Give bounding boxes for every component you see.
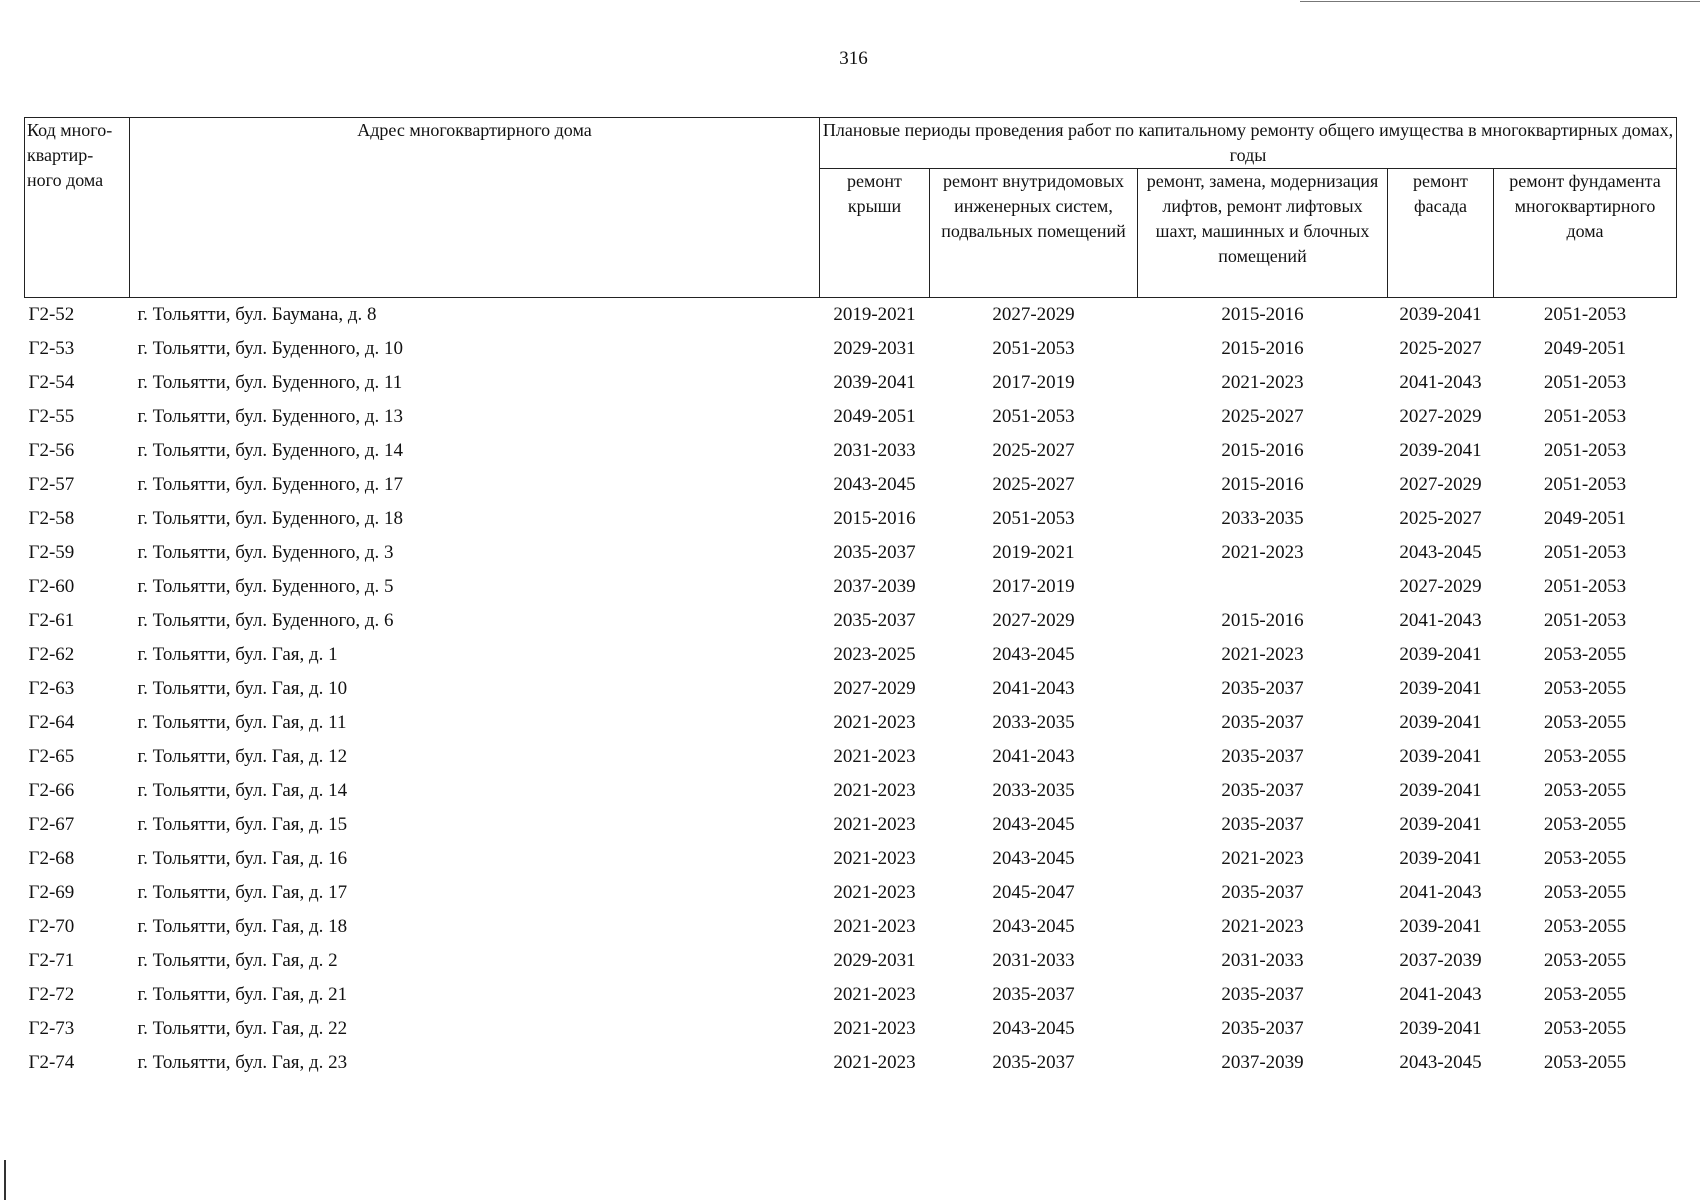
cell-facade: 2043-2045 bbox=[1399, 542, 1482, 563]
table-row bbox=[25, 842, 1677, 876]
cell-lifts: 2015-2016 bbox=[1221, 440, 1304, 461]
cell-address: г. Тольятти, бул. Буденного, д. 14 bbox=[137, 440, 403, 461]
cell-engineering: 2025-2027 bbox=[992, 440, 1075, 461]
cell-address: г. Тольятти, бул. Буденного, д. 5 bbox=[137, 576, 394, 597]
cell-lifts: 2037-2039 bbox=[1221, 1052, 1304, 1073]
cell-roof: 2049-2051 bbox=[833, 406, 916, 427]
cell-facade: 2039-2041 bbox=[1399, 678, 1482, 699]
cell-engineering: 2043-2045 bbox=[992, 916, 1075, 937]
header-roof: ремонт крыши bbox=[820, 169, 930, 298]
cell-roof: 2035-2037 bbox=[833, 610, 916, 631]
cell-foundation: 2051-2053 bbox=[1543, 542, 1627, 563]
cell-lifts: 2035-2037 bbox=[1221, 712, 1304, 733]
cell-facade: 2037-2039 bbox=[1399, 950, 1482, 971]
cell-foundation: 2051-2053 bbox=[1543, 440, 1627, 461]
cell-lifts: 2035-2037 bbox=[1221, 746, 1304, 767]
table-row bbox=[25, 434, 1677, 468]
cell-foundation: 2051-2053 bbox=[1543, 576, 1627, 597]
cell-address: г. Тольятти, бул. Гая, д. 14 bbox=[137, 780, 348, 801]
cell-roof: 2021-2023 bbox=[833, 1018, 916, 1039]
cell-address: г. Тольятти, бул. Гая, д. 16 bbox=[137, 848, 348, 869]
cell-address: г. Тольятти, бул. Буденного, д. 11 bbox=[137, 372, 403, 393]
cell-engineering: 2017-2019 bbox=[992, 372, 1075, 393]
cell-address: г. Тольятти, бул. Гая, д. 22 bbox=[137, 1018, 348, 1039]
cell-roof: 2021-2023 bbox=[833, 746, 916, 767]
cell-address: г. Тольятти, бул. Гая, д. 12 bbox=[137, 746, 348, 767]
cell-roof: 2021-2023 bbox=[833, 882, 916, 903]
cell-address: г. Тольятти, бул. Баумана, д. 8 bbox=[137, 304, 377, 325]
header-code: Код много-квартир-ного дома bbox=[25, 118, 130, 298]
cell-address: г. Тольятти, бул. Буденного, д. 13 bbox=[137, 406, 403, 427]
cell-lifts: 2035-2037 bbox=[1221, 814, 1304, 835]
cell-facade: 2043-2045 bbox=[1399, 1052, 1482, 1073]
cell-lifts: 2015-2016 bbox=[1221, 338, 1304, 359]
cell-facade: 2039-2041 bbox=[1399, 814, 1482, 835]
cell-lifts: 2015-2016 bbox=[1221, 474, 1304, 495]
cell-code: Г2-72 bbox=[28, 984, 75, 1005]
cell-code: Г2-74 bbox=[28, 1052, 75, 1073]
cell-facade: 2041-2043 bbox=[1399, 882, 1482, 903]
cell-foundation: 2053-2055 bbox=[1543, 644, 1627, 665]
cell-address: г. Тольятти, бул. Гая, д. 15 bbox=[137, 814, 348, 835]
cell-foundation: 2049-2051 bbox=[1543, 338, 1627, 359]
cell-foundation: 2053-2055 bbox=[1543, 712, 1627, 733]
header-foundation: ремонт фундамента многоквартирного дома bbox=[1494, 169, 1677, 298]
cell-address: г. Тольятти, бул. Гая, д. 1 bbox=[137, 644, 338, 665]
cell-code: Г2-52 bbox=[28, 304, 75, 325]
table-row bbox=[25, 774, 1677, 808]
cell-address: г. Тольятти, бул. Гая, д. 17 bbox=[137, 882, 348, 903]
table-row bbox=[25, 570, 1677, 604]
cell-lifts: 2021-2023 bbox=[1221, 542, 1304, 563]
cell-foundation: 2051-2053 bbox=[1543, 474, 1627, 495]
cell-code: Г2-60 bbox=[28, 576, 75, 597]
cell-engineering: 2035-2037 bbox=[992, 1052, 1075, 1073]
cell-engineering: 2041-2043 bbox=[992, 678, 1075, 699]
cell-roof: 2029-2031 bbox=[833, 338, 916, 359]
cell-address: г. Тольятти, бул. Гая, д. 23 bbox=[137, 1052, 348, 1073]
cell-foundation: 2051-2053 bbox=[1543, 610, 1627, 631]
cell-foundation: 2053-2055 bbox=[1543, 814, 1627, 835]
cell-address: г. Тольятти, бул. Буденного, д. 10 bbox=[137, 338, 403, 359]
header-lifts: ремонт, замена, модернизация лифтов, ремонт лифтовых шахт, машинных и блочных помещений bbox=[1138, 169, 1388, 298]
cell-code: Г2-54 bbox=[28, 372, 75, 393]
cell-code: Г2-65 bbox=[28, 746, 75, 767]
cell-engineering: 2051-2053 bbox=[992, 338, 1075, 359]
table-row bbox=[25, 740, 1677, 774]
cell-engineering: 2033-2035 bbox=[992, 780, 1075, 801]
table-row bbox=[25, 1012, 1677, 1046]
cell-facade: 2039-2041 bbox=[1399, 916, 1482, 937]
cell-engineering: 2035-2037 bbox=[992, 984, 1075, 1005]
table-row bbox=[25, 978, 1677, 1012]
cell-engineering: 2017-2019 bbox=[992, 576, 1075, 597]
cell-facade: 2039-2041 bbox=[1399, 746, 1482, 767]
cell-roof: 2023-2025 bbox=[833, 644, 916, 665]
cell-address: г. Тольятти, бул. Гая, д. 21 bbox=[137, 984, 348, 1005]
cell-roof: 2021-2023 bbox=[833, 814, 916, 835]
cell-foundation: 2053-2055 bbox=[1543, 848, 1627, 869]
cell-facade: 2039-2041 bbox=[1399, 1018, 1482, 1039]
table-row bbox=[25, 706, 1677, 740]
cell-foundation: 2049-2051 bbox=[1543, 508, 1627, 529]
cell-lifts: 2033-2035 bbox=[1221, 508, 1304, 529]
cell-lifts: 2021-2023 bbox=[1221, 644, 1304, 665]
table-row bbox=[25, 502, 1677, 536]
table-body bbox=[25, 298, 1677, 1081]
cell-lifts: 2015-2016 bbox=[1221, 304, 1304, 325]
cell-foundation: 2053-2055 bbox=[1543, 746, 1627, 767]
cell-facade: 2027-2029 bbox=[1399, 474, 1482, 495]
cell-code: Г2-68 bbox=[28, 848, 75, 869]
cell-lifts bbox=[1138, 570, 1388, 604]
cell-address: г. Тольятти, бул. Буденного, д. 3 bbox=[137, 542, 394, 563]
cell-code: Г2-70 bbox=[28, 916, 75, 937]
cell-facade: 2025-2027 bbox=[1399, 338, 1482, 359]
cell-roof: 2031-2033 bbox=[833, 440, 916, 461]
cell-address: г. Тольятти, бул. Буденного, д. 17 bbox=[137, 474, 403, 495]
header-address: Адрес многоквартирного дома bbox=[130, 118, 820, 298]
scan-artifact-line bbox=[1300, 1, 1700, 2]
table-row bbox=[25, 876, 1677, 910]
cell-facade: 2027-2029 bbox=[1399, 576, 1482, 597]
cell-roof: 2035-2037 bbox=[833, 542, 916, 563]
cell-code: Г2-58 bbox=[28, 508, 75, 529]
cell-engineering: 2043-2045 bbox=[992, 814, 1075, 835]
header-planned-periods: Плановые периоды проведения работ по капитальному ремонту общего имущества в многоквартирных домах, годы bbox=[820, 118, 1677, 169]
cell-facade: 2041-2043 bbox=[1399, 984, 1482, 1005]
cell-code: Г2-61 bbox=[28, 610, 75, 631]
cell-roof: 2037-2039 bbox=[833, 576, 916, 597]
cell-facade: 2039-2041 bbox=[1399, 712, 1482, 733]
cell-engineering: 2043-2045 bbox=[992, 1018, 1075, 1039]
cell-address: г. Тольятти, бул. Гая, д. 10 bbox=[137, 678, 348, 699]
cell-lifts: 2021-2023 bbox=[1221, 916, 1304, 937]
table-row bbox=[25, 604, 1677, 638]
cell-roof: 2039-2041 bbox=[833, 372, 916, 393]
cell-roof: 2027-2029 bbox=[833, 678, 916, 699]
cell-engineering: 2045-2047 bbox=[992, 882, 1075, 903]
table-row bbox=[25, 298, 1677, 333]
cell-engineering: 2027-2029 bbox=[992, 304, 1075, 325]
cell-roof: 2043-2045 bbox=[833, 474, 916, 495]
cell-roof: 2021-2023 bbox=[833, 916, 916, 937]
cell-roof: 2015-2016 bbox=[833, 508, 916, 529]
table-row bbox=[25, 332, 1677, 366]
cell-engineering: 2025-2027 bbox=[992, 474, 1075, 495]
cell-roof: 2021-2023 bbox=[833, 1052, 916, 1073]
cell-roof: 2019-2021 bbox=[833, 304, 916, 325]
cell-facade: 2041-2043 bbox=[1399, 372, 1482, 393]
table-header bbox=[25, 118, 1677, 298]
cell-engineering: 2051-2053 bbox=[992, 406, 1075, 427]
table-row bbox=[25, 536, 1677, 570]
table-row bbox=[25, 944, 1677, 978]
cell-code: Г2-73 bbox=[28, 1018, 75, 1039]
cell-code: Г2-69 bbox=[28, 882, 75, 903]
cell-foundation: 2053-2055 bbox=[1543, 916, 1627, 937]
cell-roof: 2021-2023 bbox=[833, 984, 916, 1005]
cell-address: г. Тольятти, бул. Буденного, д. 18 bbox=[137, 508, 403, 529]
scan-artifact-mark bbox=[4, 1160, 6, 1200]
table-row bbox=[25, 468, 1677, 502]
table-row bbox=[25, 672, 1677, 706]
cell-foundation: 2053-2055 bbox=[1543, 1018, 1627, 1039]
cell-engineering: 2041-2043 bbox=[992, 746, 1075, 767]
cell-foundation: 2053-2055 bbox=[1543, 1052, 1627, 1073]
cell-lifts: 2035-2037 bbox=[1221, 882, 1304, 903]
cell-code: Г2-64 bbox=[28, 712, 75, 733]
cell-roof: 2021-2023 bbox=[833, 780, 916, 801]
cell-address: г. Тольятти, бул. Гая, д. 18 bbox=[137, 916, 348, 937]
table-row bbox=[25, 910, 1677, 944]
cell-code: Г2-59 bbox=[28, 542, 75, 563]
cell-lifts: 2035-2037 bbox=[1221, 984, 1304, 1005]
cell-lifts: 2015-2016 bbox=[1221, 610, 1304, 631]
cell-code: Г2-63 bbox=[28, 678, 75, 699]
cell-foundation: 2053-2055 bbox=[1543, 678, 1627, 699]
cell-code: Г2-62 bbox=[28, 644, 75, 665]
cell-foundation: 2051-2053 bbox=[1543, 406, 1627, 427]
cell-foundation: 2053-2055 bbox=[1543, 882, 1627, 903]
cell-address: г. Тольятти, бул. Гая, д. 11 bbox=[137, 712, 347, 733]
cell-code: Г2-56 bbox=[28, 440, 75, 461]
cell-foundation: 2053-2055 bbox=[1543, 780, 1627, 801]
table-row bbox=[25, 1046, 1677, 1080]
cell-code: Г2-71 bbox=[28, 950, 75, 971]
cell-address: г. Тольятти, бул. Гая, д. 2 bbox=[137, 950, 338, 971]
cell-engineering: 2019-2021 bbox=[992, 542, 1075, 563]
cell-lifts: 2031-2033 bbox=[1221, 950, 1304, 971]
cell-code: Г2-67 bbox=[28, 814, 75, 835]
table-row bbox=[25, 400, 1677, 434]
cell-roof: 2021-2023 bbox=[833, 712, 916, 733]
table-row bbox=[25, 808, 1677, 842]
page-number: 316 bbox=[839, 48, 868, 69]
cell-facade: 2039-2041 bbox=[1399, 440, 1482, 461]
cell-address: г. Тольятти, бул. Буденного, д. 6 bbox=[137, 610, 394, 631]
cell-foundation: 2051-2053 bbox=[1543, 304, 1627, 325]
cell-code: Г2-66 bbox=[28, 780, 75, 801]
cell-roof: 2029-2031 bbox=[833, 950, 916, 971]
cell-facade: 2039-2041 bbox=[1399, 848, 1482, 869]
cell-lifts: 2025-2027 bbox=[1221, 406, 1304, 427]
table-row bbox=[25, 366, 1677, 400]
cell-engineering: 2043-2045 bbox=[992, 644, 1075, 665]
cell-roof: 2021-2023 bbox=[833, 848, 916, 869]
repair-schedule-table bbox=[24, 117, 1677, 1080]
cell-foundation: 2053-2055 bbox=[1543, 950, 1627, 971]
cell-engineering: 2031-2033 bbox=[992, 950, 1075, 971]
cell-lifts: 2035-2037 bbox=[1221, 678, 1304, 699]
cell-facade: 2039-2041 bbox=[1399, 644, 1482, 665]
cell-facade: 2041-2043 bbox=[1399, 610, 1482, 631]
cell-facade: 2039-2041 bbox=[1399, 780, 1482, 801]
table-row bbox=[25, 638, 1677, 672]
cell-engineering: 2043-2045 bbox=[992, 848, 1075, 869]
cell-foundation: 2051-2053 bbox=[1543, 372, 1627, 393]
cell-engineering: 2033-2035 bbox=[992, 712, 1075, 733]
header-engineering: ремонт внутридомовых инженерных систем, подвальных помещений bbox=[930, 169, 1138, 298]
cell-lifts: 2021-2023 bbox=[1221, 848, 1304, 869]
cell-facade: 2027-2029 bbox=[1399, 406, 1482, 427]
cell-code: Г2-53 bbox=[28, 338, 75, 359]
cell-facade: 2025-2027 bbox=[1399, 508, 1482, 529]
cell-code: Г2-55 bbox=[28, 406, 75, 427]
cell-lifts: 2021-2023 bbox=[1221, 372, 1304, 393]
cell-engineering: 2027-2029 bbox=[992, 610, 1075, 631]
cell-code: Г2-57 bbox=[28, 474, 75, 495]
cell-lifts: 2035-2037 bbox=[1221, 780, 1304, 801]
cell-engineering: 2051-2053 bbox=[992, 508, 1075, 529]
header-facade: ремонт фасада bbox=[1388, 169, 1494, 298]
cell-lifts: 2035-2037 bbox=[1221, 1018, 1304, 1039]
cell-facade: 2039-2041 bbox=[1399, 304, 1482, 325]
cell-foundation: 2053-2055 bbox=[1543, 984, 1627, 1005]
